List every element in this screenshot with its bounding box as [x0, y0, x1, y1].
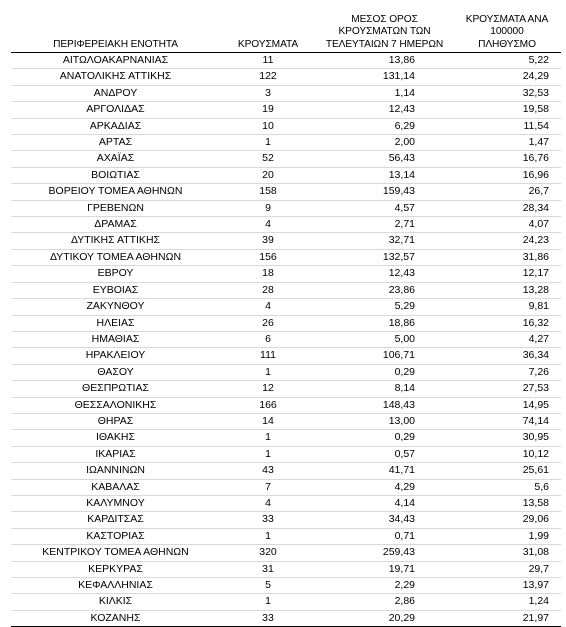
cell-regional-unit: ΖΑΚΥΝΘΟΥ	[11, 299, 220, 315]
cell-7day-average: 19,71	[316, 561, 453, 577]
cell-cases-per-100000: 16,96	[453, 167, 561, 183]
cell-regional-unit: ΚΑΣΤΟΡΙΑΣ	[11, 528, 220, 544]
cell-7day-average: 12,43	[316, 102, 453, 118]
cell-cases-per-100000: 12,17	[453, 266, 561, 282]
cell-cases: 28	[220, 282, 316, 298]
cell-cases: 11	[220, 53, 316, 69]
cell-cases-per-100000: 27,53	[453, 381, 561, 397]
table-row	[11, 249, 561, 265]
cell-7day-average: 106,71	[316, 348, 453, 364]
table-row	[11, 446, 561, 462]
cell-cases: 39	[220, 233, 316, 249]
table-row	[11, 364, 561, 380]
cell-cases-per-100000: 13,28	[453, 282, 561, 298]
cell-cases-per-100000: 16,32	[453, 315, 561, 331]
cell-cases-per-100000: 24,29	[453, 69, 561, 85]
cell-regional-unit: ΒΟΡΕΙΟΥ ΤΟΜΕΑ ΑΘΗΝΩΝ	[11, 184, 220, 200]
cell-regional-unit: ΕΒΡΟΥ	[11, 266, 220, 282]
cell-regional-unit: ΙΘΑΚΗΣ	[11, 430, 220, 446]
cell-regional-unit: ΗΡΑΚΛΕΙΟΥ	[11, 348, 220, 364]
cell-regional-unit: ΚΑΛΥΜΝΟΥ	[11, 495, 220, 511]
header-regional-unit	[11, 9, 220, 53]
cell-regional-unit: ΚΙΛΚΙΣ	[11, 594, 220, 610]
cell-cases: 1	[220, 364, 316, 380]
cell-cases-per-100000: 26,7	[453, 184, 561, 200]
table-row	[11, 430, 561, 446]
cell-regional-unit: ΚΕΝΤΡΙΚΟΥ ΤΟΜΕΑ ΑΘΗΝΩΝ	[11, 545, 220, 561]
cell-cases-per-100000: 9,81	[453, 299, 561, 315]
cell-regional-unit: ΑΝΔΡΟΥ	[11, 85, 220, 101]
cell-7day-average: 6,29	[316, 118, 453, 134]
cell-regional-unit: ΒΟΙΩΤΙΑΣ	[11, 167, 220, 183]
cell-cases-per-100000: 14,95	[453, 397, 561, 413]
table-row	[11, 85, 561, 101]
cell-7day-average: 41,71	[316, 463, 453, 479]
cell-cases: 26	[220, 315, 316, 331]
cell-regional-unit: ΘΑΣΟΥ	[11, 364, 220, 380]
cell-7day-average: 1,14	[316, 85, 453, 101]
table-row	[11, 545, 561, 561]
cell-7day-average: 4,57	[316, 200, 453, 216]
cell-regional-unit: ΑΧΑΪΑΣ	[11, 151, 220, 167]
cell-regional-unit: ΑΡΚΑΔΙΑΣ	[11, 118, 220, 134]
cell-7day-average: 2,00	[316, 135, 453, 151]
cell-regional-unit: ΗΜΑΘΙΑΣ	[11, 331, 220, 347]
cell-cases-per-100000: 13,58	[453, 495, 561, 511]
cell-cases-per-100000: 21,97	[453, 610, 561, 626]
table-row	[11, 102, 561, 118]
table-row	[11, 282, 561, 298]
cell-cases-per-100000: 36,34	[453, 348, 561, 364]
cell-cases: 320	[220, 545, 316, 561]
cell-7day-average: 20,29	[316, 610, 453, 626]
table-row	[11, 266, 561, 282]
header-row	[11, 9, 561, 53]
table-row	[11, 512, 561, 528]
cell-7day-average: 5,29	[316, 299, 453, 315]
table-row	[11, 495, 561, 511]
cell-cases-per-100000: 29,06	[453, 512, 561, 528]
cell-regional-unit: ΚΑΒΑΛΑΣ	[11, 479, 220, 495]
cell-cases: 1	[220, 430, 316, 446]
table-row	[11, 53, 561, 69]
cell-regional-unit: ΑΙΤΩΛΟΑΚΑΡΝΑΝΙΑΣ	[11, 53, 220, 69]
cell-7day-average: 13,86	[316, 53, 453, 69]
cell-7day-average: 0,29	[316, 364, 453, 380]
table-row	[11, 184, 561, 200]
table-row	[11, 578, 561, 594]
cell-cases: 52	[220, 151, 316, 167]
cell-cases: 156	[220, 249, 316, 265]
cell-regional-unit: ΗΛΕΙΑΣ	[11, 315, 220, 331]
cell-7day-average: 56,43	[316, 151, 453, 167]
header-line: ΚΡΟΥΣΜΑΤΩΝ ΤΩΝ	[338, 26, 431, 37]
table-row	[11, 397, 561, 413]
cell-7day-average: 132,57	[316, 249, 453, 265]
header-cases-per-100000	[453, 9, 561, 53]
cell-cases: 1	[220, 528, 316, 544]
cell-regional-unit: ΕΥΒΟΙΑΣ	[11, 282, 220, 298]
header-line: ΚΡΟΥΣΜΑΤΑ	[237, 38, 299, 50]
table-row	[11, 479, 561, 495]
cell-cases-per-100000: 1,47	[453, 135, 561, 151]
cell-cases: 9	[220, 200, 316, 216]
cell-7day-average: 4,14	[316, 495, 453, 511]
cell-7day-average: 131,14	[316, 69, 453, 85]
cell-cases-per-100000: 16,76	[453, 151, 561, 167]
cell-7day-average: 18,86	[316, 315, 453, 331]
cell-cases: 4	[220, 299, 316, 315]
cell-cases-per-100000: 11,54	[453, 118, 561, 134]
cell-cases: 20	[220, 167, 316, 183]
cell-cases: 18	[220, 266, 316, 282]
covid-cases-table	[11, 9, 561, 627]
cell-cases: 6	[220, 331, 316, 347]
header-cases	[220, 9, 316, 53]
header-line: ΠΕΡΙΦΕΡΕΙΑΚΗ ΕΝΟΤΗΤΑ	[53, 38, 178, 50]
cell-regional-unit: ΓΡΕΒΕΝΩΝ	[11, 200, 220, 216]
table-row	[11, 413, 561, 429]
table-row	[11, 217, 561, 233]
cell-cases: 111	[220, 348, 316, 364]
cell-cases-per-100000: 19,58	[453, 102, 561, 118]
table-row	[11, 315, 561, 331]
table-row	[11, 381, 561, 397]
table-row	[11, 610, 561, 626]
cell-cases: 1	[220, 594, 316, 610]
cell-regional-unit: ΔΥΤΙΚΟΥ ΤΟΜΕΑ ΑΘΗΝΩΝ	[11, 249, 220, 265]
cell-cases-per-100000: 30,95	[453, 430, 561, 446]
cell-cases: 12	[220, 381, 316, 397]
cell-cases-per-100000: 1,24	[453, 594, 561, 610]
header-7day-average	[316, 9, 453, 53]
cell-7day-average: 0,71	[316, 528, 453, 544]
cell-regional-unit: ΘΕΣΣΑΛΟΝΙΚΗΣ	[11, 397, 220, 413]
cell-7day-average: 13,00	[316, 413, 453, 429]
table-header	[11, 9, 561, 53]
cell-7day-average: 13,14	[316, 167, 453, 183]
cell-7day-average: 159,43	[316, 184, 453, 200]
cell-cases: 1	[220, 135, 316, 151]
cell-7day-average: 23,86	[316, 282, 453, 298]
cell-cases: 7	[220, 479, 316, 495]
table-body	[11, 53, 561, 627]
table-row	[11, 348, 561, 364]
cell-cases: 31	[220, 561, 316, 577]
cell-regional-unit: ΘΗΡΑΣ	[11, 413, 220, 429]
cell-7day-average: 0,29	[316, 430, 453, 446]
cell-cases-per-100000: 31,08	[453, 545, 561, 561]
cell-7day-average: 0,57	[316, 446, 453, 462]
cell-regional-unit: ΑΡΤΑΣ	[11, 135, 220, 151]
table-row	[11, 118, 561, 134]
cell-cases: 33	[220, 610, 316, 626]
table-row	[11, 528, 561, 544]
cell-cases-per-100000: 5,22	[453, 53, 561, 69]
cell-cases-per-100000: 24,23	[453, 233, 561, 249]
cell-cases-per-100000: 1,99	[453, 528, 561, 544]
cell-cases: 19	[220, 102, 316, 118]
table-row	[11, 167, 561, 183]
cell-cases-per-100000: 5,6	[453, 479, 561, 495]
table-row	[11, 200, 561, 216]
cell-7day-average: 12,43	[316, 266, 453, 282]
cell-cases-per-100000: 32,53	[453, 85, 561, 101]
cell-cases: 33	[220, 512, 316, 528]
cell-cases-per-100000: 4,27	[453, 331, 561, 347]
cell-7day-average: 4,29	[316, 479, 453, 495]
cell-cases-per-100000: 10,12	[453, 446, 561, 462]
cell-cases: 4	[220, 495, 316, 511]
cell-cases: 158	[220, 184, 316, 200]
cell-regional-unit: ΚΕΦΑΛΛΗΝΙΑΣ	[11, 578, 220, 594]
cell-cases: 4	[220, 217, 316, 233]
cell-7day-average: 2,86	[316, 594, 453, 610]
table-row	[11, 331, 561, 347]
cell-cases-per-100000: 29,7	[453, 561, 561, 577]
cell-7day-average: 2,29	[316, 578, 453, 594]
table-row	[11, 151, 561, 167]
cell-regional-unit: ΚΑΡΔΙΤΣΑΣ	[11, 512, 220, 528]
cell-regional-unit: ΘΕΣΠΡΩΤΙΑΣ	[11, 381, 220, 397]
cell-cases-per-100000: 4,07	[453, 217, 561, 233]
table-row	[11, 69, 561, 85]
cell-regional-unit: ΙΩΑΝΝΙΝΩΝ	[11, 463, 220, 479]
table-row	[11, 594, 561, 610]
cell-cases-per-100000: 7,26	[453, 364, 561, 380]
cell-regional-unit: ΑΝΑΤΟΛΙΚΗΣ ΑΤΤΙΚΗΣ	[11, 69, 220, 85]
cell-cases: 14	[220, 413, 316, 429]
cell-regional-unit: ΚΟΖΑΝΗΣ	[11, 610, 220, 626]
cell-cases: 3	[220, 85, 316, 101]
cell-7day-average: 34,43	[316, 512, 453, 528]
cell-regional-unit: ΚΕΡΚΥΡΑΣ	[11, 561, 220, 577]
cell-cases: 43	[220, 463, 316, 479]
cell-7day-average: 2,71	[316, 217, 453, 233]
cell-regional-unit: ΑΡΓΟΛΙΔΑΣ	[11, 102, 220, 118]
cell-7day-average: 259,43	[316, 545, 453, 561]
cell-cases: 10	[220, 118, 316, 134]
cell-cases-per-100000: 28,34	[453, 200, 561, 216]
cell-cases: 166	[220, 397, 316, 413]
cell-cases: 122	[220, 69, 316, 85]
header-line: ΤΕΛΕΥΤΑΙΩΝ 7 ΗΜΕΡΩΝ	[325, 38, 444, 50]
cell-7day-average: 5,00	[316, 331, 453, 347]
header-line: ΠΛΗΘΥΣΜΟ	[478, 38, 536, 50]
table-row	[11, 463, 561, 479]
cell-7day-average: 32,71	[316, 233, 453, 249]
cell-regional-unit: ΙΚΑΡΙΑΣ	[11, 446, 220, 462]
cell-cases-per-100000: 13,97	[453, 578, 561, 594]
cell-cases-per-100000: 74,14	[453, 413, 561, 429]
cell-cases: 1	[220, 446, 316, 462]
cell-7day-average: 8,14	[316, 381, 453, 397]
table-row	[11, 561, 561, 577]
cell-regional-unit: ΔΥΤΙΚΗΣ ΑΤΤΙΚΗΣ	[11, 233, 220, 249]
table-row	[11, 135, 561, 151]
cell-cases: 5	[220, 578, 316, 594]
table-row	[11, 299, 561, 315]
cell-regional-unit: ΔΡΑΜΑΣ	[11, 217, 220, 233]
header-line: ΜΕΣΟΣ ΟΡΟΣ	[351, 13, 418, 25]
header-line: ΚΡΟΥΣΜΑΤΑ ΑΝΑ 100000	[465, 13, 549, 37]
table-row	[11, 233, 561, 249]
cell-cases-per-100000: 25,61	[453, 463, 561, 479]
cell-7day-average: 148,43	[316, 397, 453, 413]
cell-cases-per-100000: 31,86	[453, 249, 561, 265]
